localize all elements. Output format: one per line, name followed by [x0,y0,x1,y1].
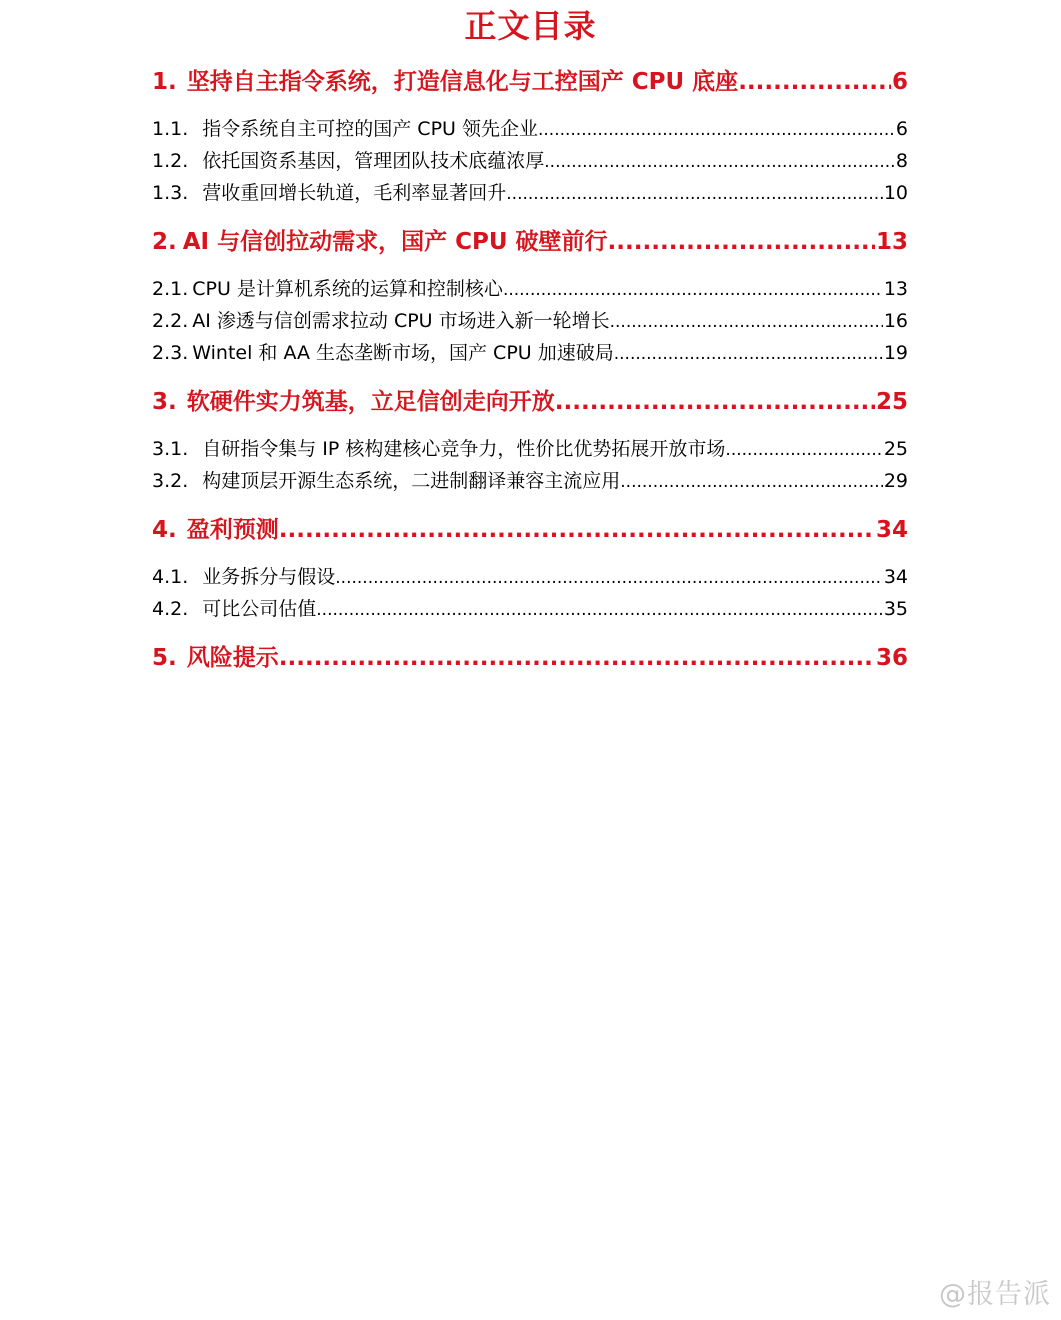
dot-leader [610,306,883,337]
toc-subsection-entry[interactable] [152,593,908,625]
toc-entry-number: 3. [152,389,177,415]
toc-entry-number: 1.3. [152,182,189,204]
toc-subsection-entry[interactable] [152,113,908,145]
dot-leader [555,384,875,420]
toc-entry-title: AI 渗透与信创需求拉动 CPU 市场进入新一轮增长 [192,310,610,332]
toc-page-number: 34 [875,517,908,543]
toc-page-number: 19 [883,342,908,364]
toc-entry-title: 依托国资系基因，管理团队技术底蕴浓厚 [202,150,545,172]
toc-section-heading[interactable] [152,64,908,100]
toc-entry-title: 自研指令集与 IP 核构建核心竞争力，性价比优势拓展开放市场 [202,438,726,460]
toc-section-heading[interactable] [152,640,908,676]
toc-entry-number: 4.1. [152,566,189,588]
toc-entry-title: Wintel 和 AA 生态垄断市场，国产 CPU 加速破局 [192,342,614,364]
toc-entry-title: CPU 是计算机系统的运算和控制核心 [192,278,503,300]
dot-leader [335,562,883,593]
toc-subsection-entry[interactable] [152,145,908,177]
toc-page-number: 35 [883,598,908,620]
toc-subsection-entry[interactable] [152,337,908,369]
page-title: 正文目录 [464,7,597,45]
toc-subsection-entry[interactable] [152,177,908,209]
toc-entry-title: 可比公司估值 [202,598,317,620]
toc-page-number: 25 [875,389,908,415]
table-of-contents [152,62,908,676]
toc-page-number: 13 [875,229,908,255]
toc-page-number: 10 [883,182,908,204]
dot-leader [614,338,883,369]
toc-entry-number: 2.3. [152,342,189,364]
toc-page-number: 25 [883,438,908,460]
toc-entry-title: 构建顶层开源生态系统，二进制翻译兼容主流应用 [202,470,621,492]
toc-entry-number: 1.2. [152,150,189,172]
toc-entry-number: 2.2. [152,310,189,332]
toc-entry-number: 5. [152,645,177,671]
toc-section-heading[interactable] [152,224,908,260]
dot-leader [503,274,883,305]
dot-leader [538,114,895,145]
dot-leader [544,146,895,177]
toc-entry-title: 风险提示 [186,645,279,671]
toc-page-number: 34 [883,566,908,588]
toc-entry-title: 指令系统自主可控的国产 CPU 领先企业 [202,118,538,140]
toc-entry-title: 业务拆分与假设 [202,566,336,588]
toc-subsection-entry[interactable] [152,561,908,593]
watermark: @报告派 [939,1279,1051,1310]
dot-leader [316,594,883,625]
dot-leader [738,64,891,100]
toc-entry-title: 营收重回增长轨道，毛利率显著回升 [202,182,507,204]
dot-leader [725,434,882,465]
dot-leader [279,512,875,548]
toc-page-number: 6 [891,69,908,95]
dot-leader [506,178,883,209]
toc-entry-number: 3.1. [152,438,189,460]
toc-page-number: 36 [875,645,908,671]
toc-subsection-entry[interactable] [152,465,908,497]
toc-page-number: 8 [895,150,908,172]
dot-leader [608,224,875,260]
toc-entry-title: 坚持自主指令系统，打造信息化与工控国产 CPU 底座 [186,69,739,95]
toc-entry-number: 3.2. [152,470,189,492]
toc-entry-title: AI 与信创拉动需求，国产 CPU 破壁前行 [182,229,608,255]
toc-subsection-entry[interactable] [152,433,908,465]
toc-entry-title: 盈利预测 [186,517,279,543]
toc-entry-number: 4. [152,517,177,543]
toc-entry-number: 2.1. [152,278,189,300]
dot-leader [279,640,875,676]
toc-page-number: 16 [883,310,908,332]
toc-entry-number: 2. [152,229,177,255]
toc-section-heading[interactable] [152,512,908,548]
toc-page-number: 6 [895,118,908,140]
toc-subsection-entry[interactable] [152,273,908,305]
toc-entry-number: 4.2. [152,598,189,620]
toc-page-number: 13 [883,278,908,300]
toc-subsection-entry[interactable] [152,305,908,337]
toc-page-number: 29 [883,470,908,492]
toc-entry-number: 1.1. [152,118,189,140]
toc-entry-number: 1. [152,69,177,95]
toc-entry-title: 软硬件实力筑基，立足信创走向开放 [186,389,555,415]
dot-leader [620,466,883,497]
toc-section-heading[interactable] [152,384,908,420]
